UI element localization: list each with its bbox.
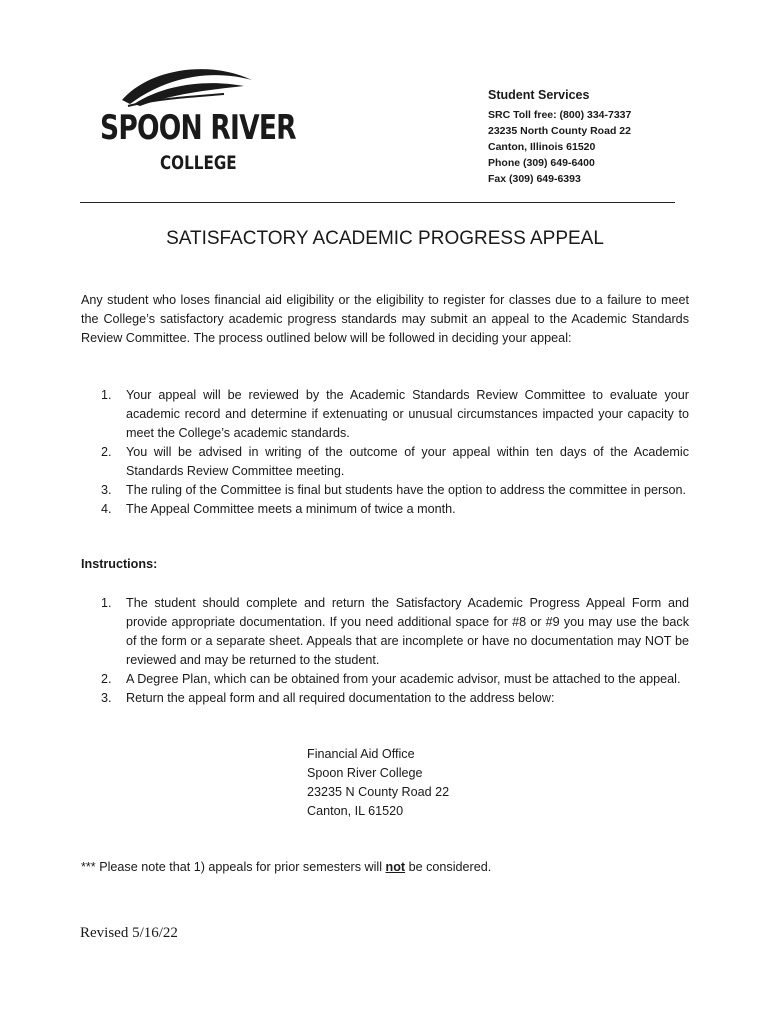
item-number: 4. [101, 502, 112, 516]
item-text: Your appeal will be reviewed by the Academic Standards Review Committee to evaluate your academic record and determine if extenuating or unusual circumstances impacted your capacity to meet the College’s academic standards. [126, 388, 689, 440]
fax-line: Fax (309) 649-6393 [488, 173, 581, 185]
item-text: The ruling of the Committee is final but students have the option to address the committee in person. [126, 483, 687, 497]
department-heading: Student Services [488, 88, 590, 102]
item-number: 3. [101, 691, 112, 705]
list-item [81, 689, 689, 708]
mailing-address [307, 745, 449, 821]
process-list [81, 386, 689, 519]
address-line: Spoon River College [307, 766, 423, 780]
college-logo [100, 60, 296, 174]
toll-free-line: SRC Toll free: (800) 334-7337 [488, 109, 632, 121]
note-text-end: be considered. [405, 860, 492, 874]
contact-block [488, 86, 631, 187]
instructions-list [81, 594, 689, 708]
street-address-line: 23235 North County Road 22 [488, 125, 631, 137]
instructions-heading: Instructions: [81, 557, 158, 571]
list-item [81, 481, 689, 500]
item-text: Return the appeal form and all required documentation to the address below: [126, 691, 555, 705]
item-number: 2. [101, 445, 112, 459]
list-item [81, 386, 689, 443]
phone-line: Phone (309) 649-6400 [488, 157, 595, 169]
list-item [81, 500, 689, 519]
header-divider [80, 202, 675, 203]
leaf-logo-icon [120, 60, 260, 108]
item-number: 2. [101, 672, 112, 686]
intro-paragraph: Any student who loses financial aid eligibility or the eligibility to register for classes due to a failure to meet the College’s satisfactory academic progress standards may submit an appeal to the Academic Standards Review Committee. The process outlined below will be followed in deciding your appeal: [81, 293, 689, 345]
city-line: Canton, Illinois 61520 [488, 141, 596, 153]
prior-semester-note [81, 860, 491, 874]
list-item [81, 443, 689, 481]
logo-wordmark: SPOON RIVER [100, 108, 296, 148]
list-item [81, 670, 689, 689]
item-number: 1. [101, 388, 112, 402]
item-text: The Appeal Committee meets a minimum of twice a month. [126, 502, 456, 516]
list-item [81, 594, 689, 670]
item-number: 1. [101, 596, 112, 610]
item-number: 3. [101, 483, 112, 497]
address-line: 23235 N County Road 22 [307, 785, 450, 799]
item-text: The student should complete and return the Satisfactory Academic Progress Appeal Form and provide appropriate documentation. If you need additional space for #8 or #9 you may use the back of the form or a separate sheet. Appeals that are incomplete or have no documentation may NOT be reviewed and may be returned to the student. [126, 596, 689, 667]
item-text: You will be advised in writing of the outcome of your appeal within ten days of the Academic Standards Review Committee meeting. [126, 445, 689, 478]
note-text: *** Please note that 1) appeals for prior semesters will [81, 860, 386, 874]
note-emphasis: not [385, 860, 406, 874]
item-text: A Degree Plan, which can be obtained from your academic advisor, must be attached to the appeal. [126, 672, 681, 686]
address-line: Financial Aid Office [307, 747, 415, 761]
revision-date: Revised 5/16/22 [80, 925, 178, 941]
page-title: SATISFACTORY ACADEMIC PROGRESS APPEAL [166, 228, 604, 249]
address-line: Canton, IL 61520 [307, 804, 404, 818]
logo-subtitle: COLLEGE [160, 152, 237, 174]
